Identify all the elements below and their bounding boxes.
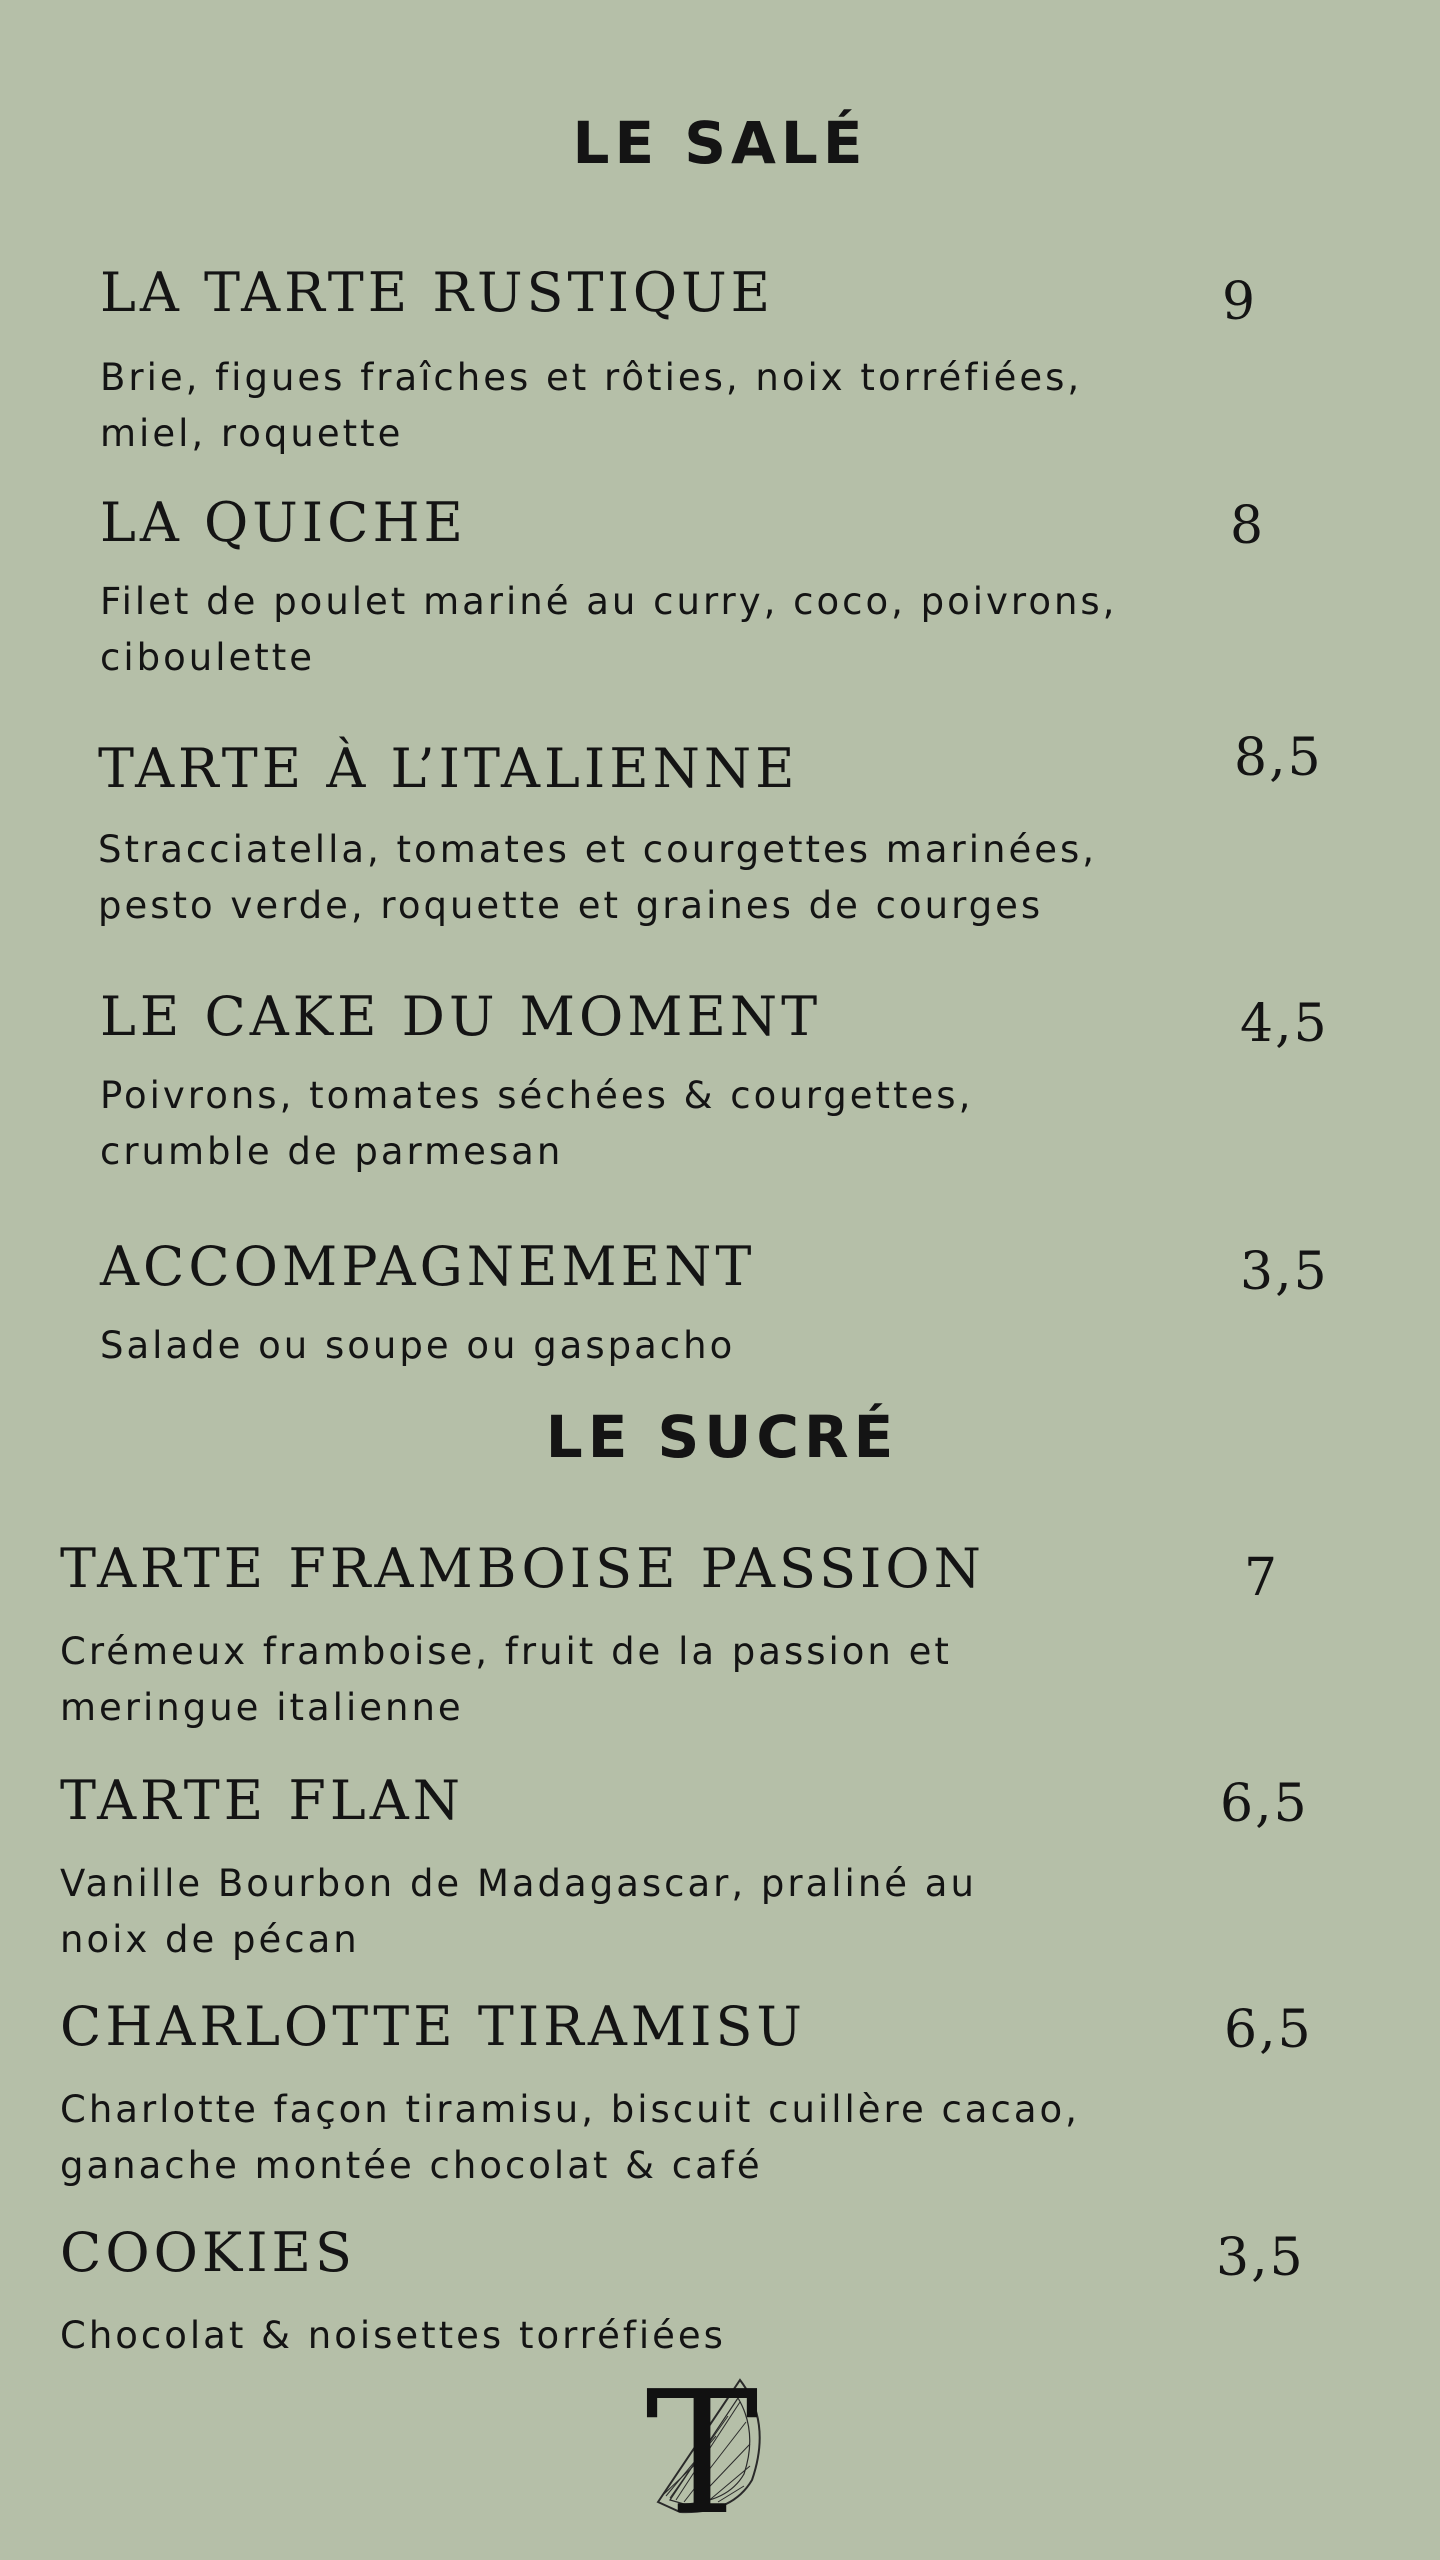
item-description: Filet de poulet mariné au curry, coco, poivrons, ciboulette: [100, 580, 1118, 679]
item-name: LA TARTE RUSTIQUE: [100, 261, 775, 324]
item-price: 6,5: [1220, 1774, 1309, 1834]
item-name: ACCOMPAGNEMENT: [100, 1235, 756, 1298]
item-description: Vanille Bourbon de Madagascar, praliné au noix de pécan: [60, 1862, 977, 1961]
item-name: TARTE FLAN: [60, 1769, 464, 1832]
item-description: Charlotte façon tiramisu, biscuit cuillère cacao, ganache montée chocolat & café: [60, 2088, 1080, 2187]
item-description: Poivrons, tomates séchées & courgettes, crumble de parmesan: [100, 1074, 974, 1173]
item-name: LA QUICHE: [100, 491, 467, 554]
item-description: Brie, figues fraîches et rôties, noix torréfiées, miel, roquette: [100, 356, 1083, 455]
item-name: LE CAKE DU MOMENT: [100, 985, 822, 1048]
item-name: TARTE FRAMBOISE PASSION: [60, 1537, 985, 1600]
item-name: CHARLOTTE TIRAMISU: [60, 1995, 806, 2058]
item-price: 3,5: [1240, 1242, 1329, 1302]
item-price: 6,5: [1224, 2000, 1313, 2060]
item-name: COOKIES: [60, 2221, 356, 2284]
lemon-slice-monogram-icon: [640, 2362, 770, 2522]
item-description: Salade ou soupe ou gaspacho: [100, 1324, 736, 1367]
item-price: 4,5: [1240, 994, 1329, 1054]
item-price: 9: [1222, 272, 1258, 332]
item-price: 7: [1244, 1548, 1280, 1608]
logo-letter: T: [645, 2362, 759, 2522]
item-description: Stracciatella, tomates et courgettes marinées, pesto verde, roquette et graines de courges: [98, 828, 1098, 927]
section-title-sucre: LE SUCRÉ: [545, 1403, 899, 1471]
item-price: 8: [1230, 496, 1266, 556]
item-description: Crémeux framboise, fruit de la passion et meringue italienne: [60, 1630, 952, 1729]
item-price: 8,5: [1234, 728, 1323, 788]
item-description: Chocolat & noisettes torréfiées: [60, 2314, 726, 2357]
item-name: TARTE À L’ITALIENNE: [98, 737, 799, 800]
section-title-sale: LE SALÉ: [572, 109, 868, 177]
item-price: 3,5: [1216, 2228, 1305, 2288]
